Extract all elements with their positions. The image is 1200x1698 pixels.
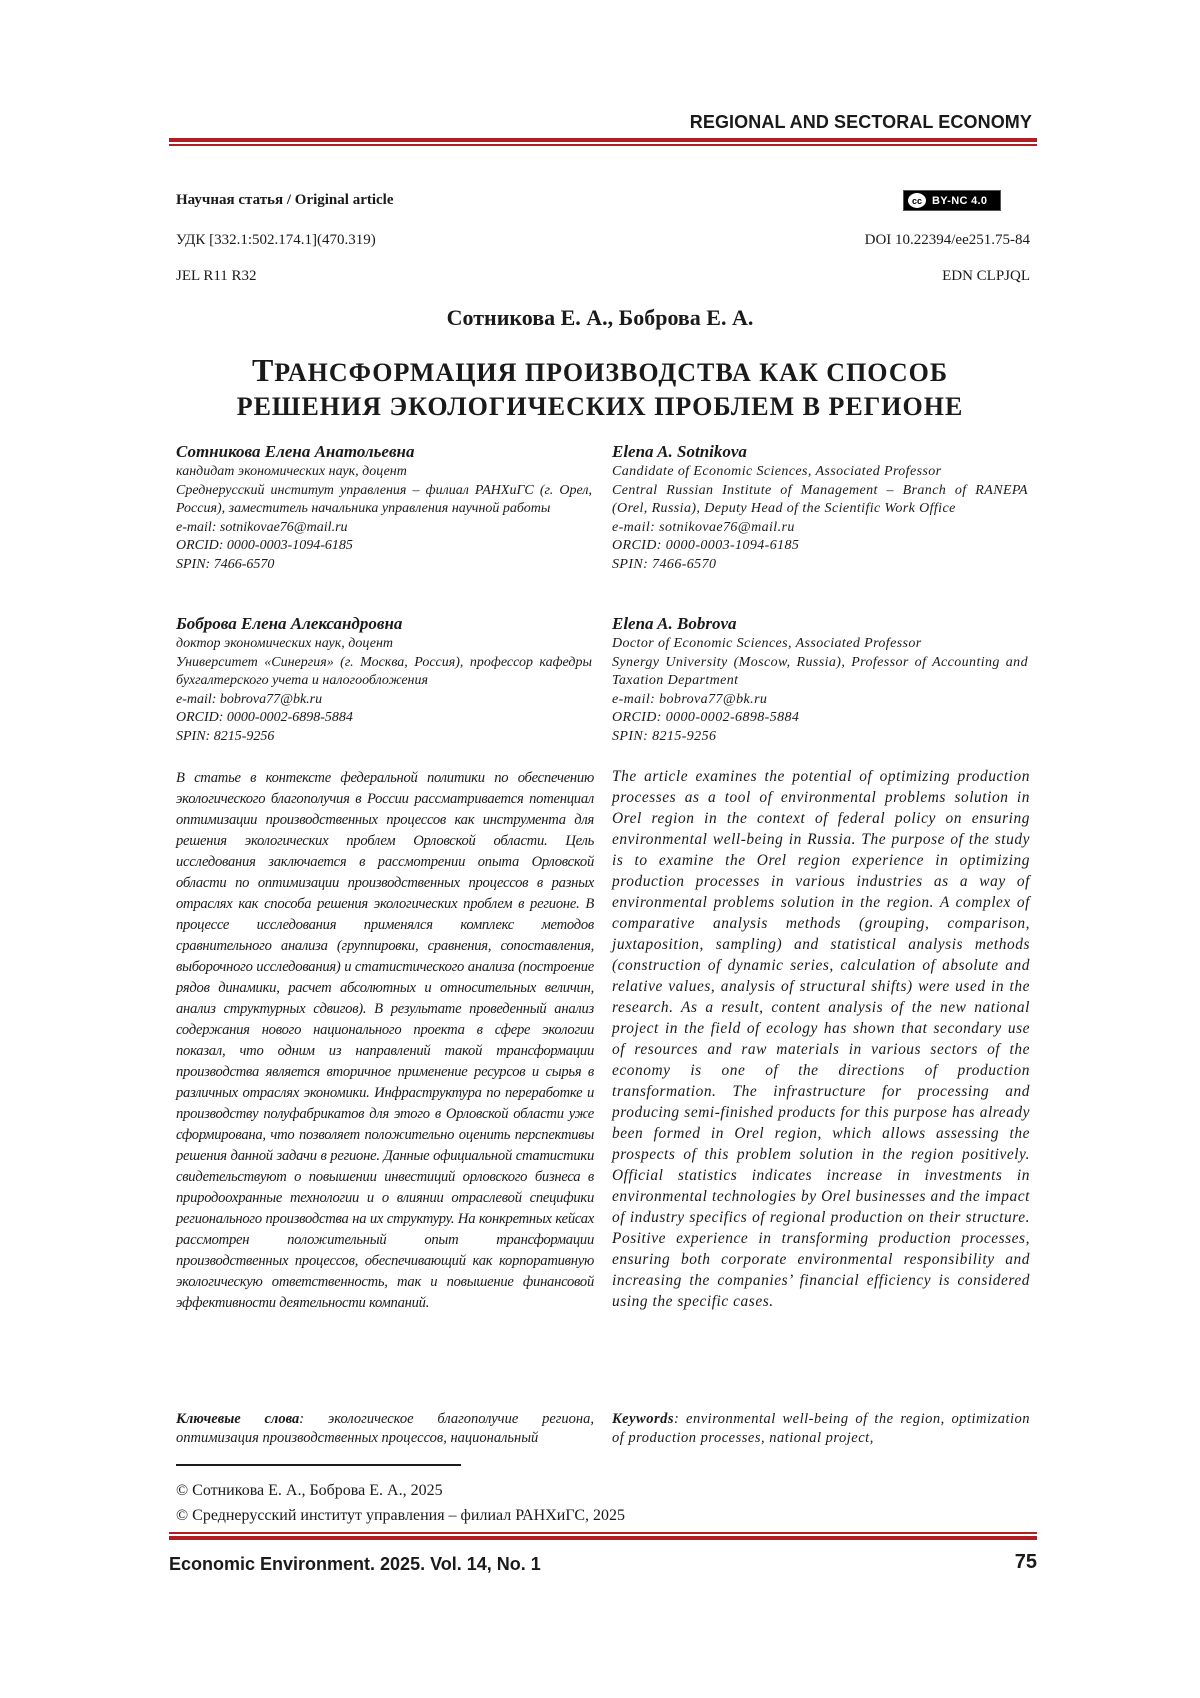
keywords-text: : экологическое благополучие региона, оптимизация производственных процессов, национальный [176,1411,594,1446]
keywords-text: : environmental well-being of the region, optimization of production processes, national project, [612,1411,1030,1446]
author-spin: SPIN: 7466-6570 [176,556,592,575]
author-en-2 [612,614,1028,746]
author-name: Elena A. Bobrova [612,614,1028,634]
author-spin: SPIN: 8215-9256 [176,728,592,747]
authors-line: Сотникова Е. А., Боброва Е. А. [0,305,1200,331]
header-rule-thin [169,144,1037,146]
author-affiliation: Synergy University (Moscow, Russia), Professor of Accounting and Taxation Department [612,654,1028,691]
author-degree: Candidate of Economic Sciences, Associated Professor [612,463,1028,482]
author-email[interactable]: e-mail: sotnikovae76@mail.ru [612,519,1028,538]
author-degree: доктор экономических наук, доцент [176,635,592,654]
udk-code: УДК [332.1:502.174.1](470.319) [176,232,376,249]
author-en-1 [612,442,1028,574]
keywords-label: Keywords [612,1411,674,1427]
author-orcid: ORCID: 0000-0002-6898-5884 [612,709,1028,728]
author-affiliation: Среднерусский институт управления – филиал РАНХиГС (г. Орел, Россия), заместитель начальника управления научной работы [176,482,592,519]
author-affiliation: Central Russian Institute of Management – Branch of RANEPA (Orel, Russia), Deputy Head of the Scientific Work Office [612,482,1028,519]
author-name: Elena A. Sotnikova [612,442,1028,462]
title-initial-cap: Т [252,352,274,388]
journal-citation: Economic Environment. 2025. Vol. 14, No. 1 [169,1554,541,1575]
author-name: Боброва Елена Александровна [176,614,592,634]
author-orcid: ORCID: 0000-0002-6898-5884 [176,709,592,728]
article-title-line-1 [0,352,1200,389]
keywords-ru [176,1410,594,1448]
doi[interactable]: DOI 10.22394/ee251.75-84 [865,232,1030,249]
copyright-institution: © Среднерусский институт управления – филиал РАНХиГС, 2025 [176,1507,625,1525]
author-orcid: ORCID: 0000-0003-1094-6185 [176,537,592,556]
author-email[interactable]: e-mail: sotnikovae76@mail.ru [176,519,592,538]
title-line-1-text: РАНСФОРМАЦИЯ ПРОИЗВОДСТВА КАК СПОСОБ [274,358,948,387]
author-name: Сотникова Елена Анатольевна [176,442,592,462]
keywords-en [612,1410,1030,1448]
author-ru-1 [176,442,592,574]
author-degree: Doctor of Economic Sciences, Associated Professor [612,635,1028,654]
footer-rule-thin [169,1532,1037,1534]
journal-section-title: REGIONAL AND SECTORAL ECONOMY [690,112,1032,133]
author-affiliation: Университет «Синергия» (г. Москва, Россия), профессор кафедры бухгалтерского учета и налогообложения [176,654,592,691]
author-degree: кандидат экономических наук, доцент [176,463,592,482]
keywords-label: Ключевые слова [176,1411,299,1427]
license-label: BY-NC 4.0 [932,195,987,207]
author-spin: SPIN: 8215-9256 [612,728,1028,747]
author-email[interactable]: e-mail: bobrova77@bk.ru [612,691,1028,710]
author-email[interactable]: e-mail: bobrova77@bk.ru [176,691,592,710]
page-number: 75 [1015,1551,1037,1574]
header-rule-thick [169,138,1037,142]
edn-code: EDN CLPJQL [942,268,1030,285]
abstract-ru: В статье в контексте федеральной политики по обеспечению экологического благополучия в России рассматривается потенциал оптимизации производственных процессов как инструмента для решения экологических проблем Орловской области. Цель исследования заключается в рассмотрении опыта Орловской области по оптимизации производственных процессов в разных отраслях как способа решения экологических проблем в регионе. В процессе исследования применялся комплекс методов сравнительного анализа (группировки, сравнения, сопоставления, выборочного исследования) и статистического анализа (построение рядов динамики, расчет абсолютных и относительных величин, анализ структурных сдвигов). В результате проведенный анализ содержания нового национального проекта в сфере экологии показал, что одним из направлений такой трансформации производства является вторичное применение ресурсов и сырья в различных отраслях экономики. Инфраструктура по переработке и производству полуфабрикатов для этого в Орловской области уже сформирована, что позволяет положительно оценить перспективы решения данной задачи в регионе. Данные официальной статистики свидетельствуют о повышении инвестиций орловского бизнеса в природоохранные технологии и о влиянии отраслевой специфики регионального производства на их структуру. На конкретных кейсах рассмотрен положительный опыт трансформации производственных процессов, обеспечивающий как корпоративную экологическую ответственность, так и повышение финансовой эффективности деятельности компаний. [176,768,594,1314]
jel-codes: JEL R11 R32 [176,268,257,285]
article-title-line-2: РЕШЕНИЯ ЭКОЛОГИЧЕСКИХ ПРОБЛЕМ В РЕГИОНЕ [0,392,1200,422]
license-badge[interactable] [903,190,1001,211]
author-ru-2 [176,614,592,746]
copyright-authors: © Сотникова Е. А., Боброва Е. А., 2025 [176,1482,443,1500]
footnote-rule [176,1464,461,1466]
author-orcid: ORCID: 0000-0003-1094-6185 [612,537,1028,556]
abstract-en: The article examines the potential of optimizing production processes as a tool of environmental problems solution in Orel region in the context of federal policy on ensuring environmental well-being in Russia. The purpose of the study is to examine the Orel region experience in optimizing production processes in various industries as a way of environmental problems solution in the region. A complex of comparative analysis methods (grouping, comparison, juxtaposition, sampling) and statistical analysis methods (construction of dynamic series, calculation of absolute and relative values, analysis of structural shifts) were used in the research. As a result, content analysis of the new national project in the field of ecology has shown that secondary use of resources and raw materials in various sectors of the economy is one of the directions of production transformation. The infrastructure for processing and producing semi-finished products for this purpose has already been formed in Orel region, which allows assessing the prospects of this problem solution in the region positively. Official statistics indicates increase in investments in environmental technologies by Orel businesses and the impact of industry specifics of regional production on their structure. Positive experience in transforming production processes, ensuring both corporate environmental responsibility and increasing the companies’ financial efficiency is considered using the specific cases. [612,766,1030,1312]
cc-icon: cc [907,192,927,209]
footer-rule-thick [169,1536,1037,1540]
article-type: Научная статья / Original article [176,192,394,209]
author-spin: SPIN: 7466-6570 [612,556,1028,575]
